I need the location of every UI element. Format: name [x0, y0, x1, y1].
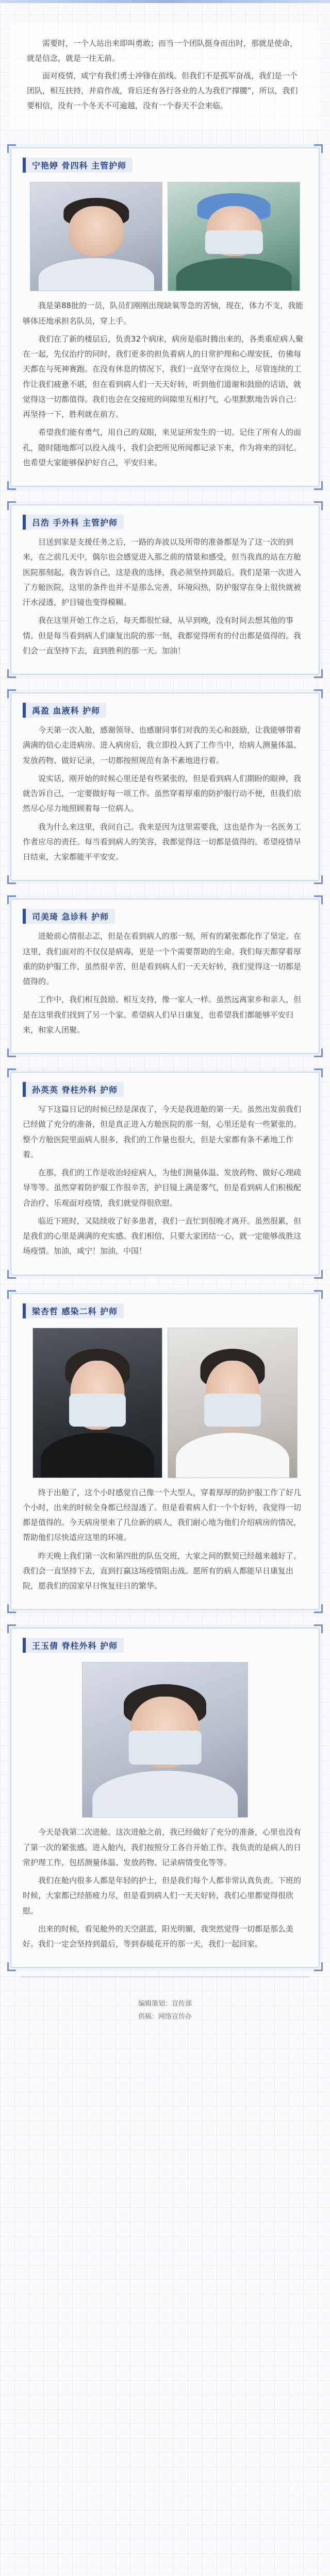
- section-paragraph: 进舱前心情很忐忑，但是在看到病人的那一刻，所有的紧张都化作了坚定。在这里，我们面对的不仅仅是病毒，更是一个个需要帮助的生命。我们每天都穿着厚重的防护服工作，虽然很辛苦，但是看到病人们一天天好转，我们觉得这一切都是值得的。: [23, 931, 302, 986]
- section-paragraph: 今天第一次入舱，感谢领导、也感谢同事们对我的关心和鼓励，让我能够带着满满的信心走进病房。进入病房后，我立即投入到了工作当中，给病人测量体温、发放药物、做好记录，一切都按照规范有条不紊地进行着。: [23, 725, 302, 765]
- section-paragraph: 我在这里开始工作之后，每天都很忙碌，从早到晚，没有时间去想其他的事情。但是每当看到病人们康复出院的那一刻，我都觉得所有的付出都是值得的。我们会一直坚持下去，直到胜利的那一天。加油！: [23, 616, 302, 655]
- article-frame: [10, 3, 320, 2055]
- nurse-outdoor-photo: [32, 1328, 162, 1478]
- section-si-meiqi: [10, 899, 320, 1054]
- section-lv-hao: [10, 504, 320, 675]
- footer-source: 供稿：网络宣传办: [138, 2012, 192, 2021]
- section-liang-xingzhe: [10, 1293, 320, 1611]
- section-wang-yuqian: [10, 1628, 320, 1968]
- section-paragraph: 今天是我第二次进舱。这次进舱之前，我已经做好了充分的准备，心里也没有了第一次的紧张感。进入舱内，我们按照分工各自开始工作。我负责的是病人的日常护理工作，包括测量体温、发放药物、记录病情变化等等。: [23, 1827, 302, 1867]
- section-paragraph: 希望我们能有勇气，用自己的双眼，来见证所发生的一切。记住了所有人的面孔，随时随地都可以投入战斗，我们会把所见所闻都记录下来，作为将来的回忆。也希望大家能够保护好自己，平安归来。: [23, 428, 302, 467]
- photo-row: [23, 1328, 307, 1478]
- section-paragraph: 我们在了新的楼层后，负责32个病床，病房是临时腾出来的，各类重症病人聚在一起，先仅治疗的同时，我们更多的担负着病人的日常护理和心理安抚，仿佛每天都在与死神赛跑。在没有休息的情况下，我们一直坚守在岗位上，尽管连续的工作让我们疲惫不堪，但在看到病人们一天天好转，听到他们道谢和鼓励的话语，就觉得这一切都值得。我们也会在交接班的间隙里互相打气，心里默默地告诉自己：再坚持一下，胜利就在前方。: [23, 334, 304, 419]
- section-paragraph: 工作中，我们相互鼓励、相互支持，像一家人一样。虽然远离家乡和亲人，但是在这里我们找到了另一个家。希望病人们早日康复，也希望我们都能够平安归来，和家人团聚。: [23, 995, 302, 1035]
- nurse-selfie-photo: [82, 1662, 248, 1818]
- section-paragraph: 昨天晚上我们第一次和第四批的队伍交班，大家之间的默契已经越来越好了。我们会一直坚持下去，直到打赢这场疫情阻击战。愿所有的病人都能早日康复出院，愿我们的国家早日恢复往日的繁华。: [23, 1551, 302, 1590]
- nurse-in-protective-gear-photo: [168, 182, 300, 291]
- section-title: 司美琦 急诊科 护师: [23, 909, 115, 924]
- section-paragraph: 在那，我们的工作是收治轻症病人，为他们测量体温、发放药物、做好心理疏导等等。虽然穿着防护服工作很辛苦，护目镜上满是雾气，但是看到病人们积极配合治疗、乐观面对疫情，我们就觉得很欣慰。: [23, 1168, 302, 1208]
- footer-divider: [21, 1976, 309, 1977]
- intro-paragraph: 需要时，一个人站出来即叫勇敢；而当一个团队挺身而出时，那就是使命，就是信念，就是一往无前。: [27, 39, 298, 63]
- nurses-group-photo: [168, 1328, 298, 1478]
- intro-block: [10, 24, 320, 130]
- section-ning-yanting: [10, 147, 320, 487]
- section-title: 禹盈 血液科 护师: [23, 703, 106, 718]
- section-paragraph: 终于出舱了，这个小时感觉自己像一个大型人，穿着厚厚的防护服工作了好几个小时，出来的时候全身都已经湿透了。但是看着病人们一个个好转，我觉得一切都是值得的。今天病房里来了几位新的病人，我们耐心地为他们介绍病房的情况，帮助他们尽快适应这里的环境。: [23, 1487, 302, 1543]
- photo-row: [23, 1662, 307, 1818]
- section-card: [10, 504, 320, 675]
- section-paragraph: 写下这篇日记的时候已经是深夜了，今天是我进舱的第一天。虽然出发前我们已经做了充分的准备，但是真正进入方舱医院的那一刻，心里还是有一些紧张的。整个方舱医院里面病人很多，我们的工作量也很大，但是大家都有条不紊地工作着。: [23, 1105, 302, 1159]
- section-paragraph: 我为什么来这里，我问自己。我来是因为这里需要我，这也是作为一名医务工作者应尽的责任。每当看到病人的笑容，我都觉得这一切都是值得的。希望疫情早日结束，大家都能平平安安。: [23, 822, 302, 861]
- section-card: [10, 1293, 320, 1611]
- section-paragraph: 临近下班时，又陆续收了好多患者，我们一直忙到很晚才离开。虽然很累，但是我们的心里是满满的充实感。我们相信，只要大家团结一心，就一定能够战胜这场疫情。加油，咸宁！加油，中国！: [23, 1216, 302, 1256]
- section-card: [10, 147, 320, 487]
- photo-row: [23, 182, 307, 291]
- section-card: [10, 1072, 320, 1276]
- section-card: [10, 899, 320, 1054]
- section-card: [10, 1628, 320, 1968]
- footer-editor: 编辑策划：宣传部: [138, 2000, 192, 2008]
- section-paragraph: 目送到家是支援任务之后，一路的奔波以及所带的准备都是为了这一次的到来，在之前几天中，偶尔也会感觉进入那之前的情景和感受，但当我真的站在方舱医院那刻起，我告诉自己，这是我的选择，我必须坚持到最后。我们是第一次进入了方舱医院，这里的条件也并不是那么完善，环境闷热，防护服穿在身上很快就被汗水浸透，护目镜也变得模糊。: [23, 537, 302, 607]
- section-card: [10, 692, 320, 881]
- intro-paragraph: 面对疫情，咸宁有我们勇士冲锋在前线。但我们不是孤军奋战，我们是一个团队，相互扶持，并肩作战，背后还有各行各业的人为我们“撑腰”，所以，我们要相信，没有一个冬天不可逾越，没有一个春天不会来临。: [27, 71, 298, 110]
- nurse-portrait-photo: [30, 182, 162, 291]
- section-paragraph: 说实话，刚开始的时候心里还是有些紧张的，但是看到病人们期盼的眼神，我就告诉自己，一定要做好每一项工作。虽然穿着厚重的防护服行动不便，但我们依然尽心尽力地照顾着每一位病人。: [23, 773, 302, 814]
- section-title: 梁杏哲 感染二科 护师: [23, 1303, 124, 1318]
- section-yu-ying: [10, 692, 320, 881]
- section-sun-yingying: [10, 1072, 320, 1276]
- footer: [10, 1998, 320, 2023]
- section-title: 吕浩 手外科 主管护师: [23, 515, 124, 530]
- section-paragraph: 出来的时候，看见舱外的天空湛蓝，阳光明媚，我突然觉得一切都是那么美好。我们一定会坚持到最后，等到春暖花开的那一天，我们一起回家。: [23, 1924, 294, 1948]
- section-paragraph: 我是第88批的一员，队员们刚刚出现缺氧等急的苦恼，现在，体力不支，我能够体还地承担名队员，穿上手。: [23, 301, 304, 326]
- section-title: 孙英英 脊柱外科 护师: [23, 1082, 124, 1097]
- section-title: 王玉倩 脊柱外科 护师: [23, 1638, 124, 1653]
- section-title: 宁艳婷 骨四科 主管护师: [23, 158, 133, 173]
- section-paragraph: 我们在舱内很多人都是年轻的护士，但是我们每个人都非常认真负责。下班的时候，大家都已经筋疲力尽，但是看到病人们一天天好转，我们心里都觉得很欣慰。: [23, 1876, 302, 1916]
